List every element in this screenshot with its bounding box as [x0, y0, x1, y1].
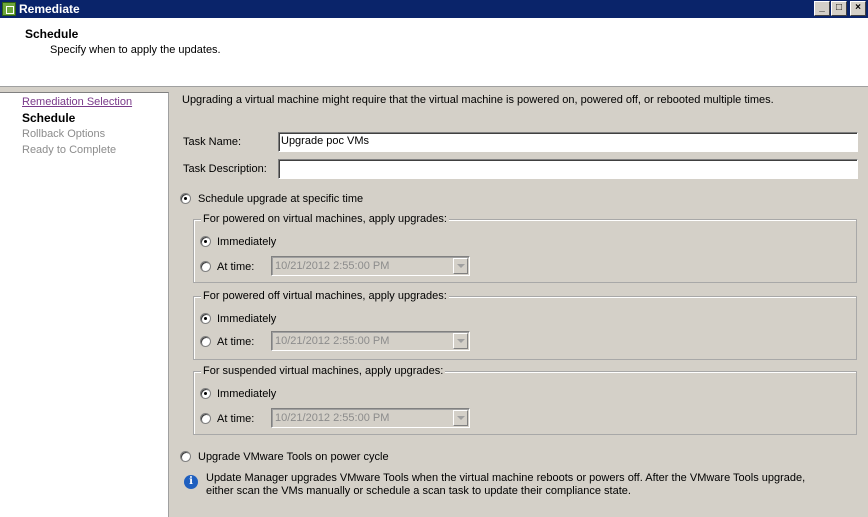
- minimize-button[interactable]: _: [814, 1, 830, 16]
- wizard-steps-nav: [0, 92, 169, 517]
- chevron-down-icon[interactable]: [453, 410, 468, 426]
- powered-on-time-picker[interactable]: [271, 256, 470, 276]
- powered-off-at-time-label: At time:: [217, 336, 255, 348]
- task-name-input[interactable]: Upgrade poc VMs: [278, 132, 858, 152]
- chevron-down-icon[interactable]: [453, 333, 468, 349]
- vsphere-app-icon: [2, 2, 16, 16]
- powered-on-at-time-label: At time:: [217, 261, 255, 273]
- suspended-at-time-radio[interactable]: [200, 413, 211, 424]
- suspended-time-picker[interactable]: [271, 408, 470, 428]
- task-description-input[interactable]: [278, 159, 858, 179]
- powered-on-group-label: For powered on virtual machines, apply upgrades:: [203, 213, 447, 225]
- powered-on-at-time-radio[interactable]: [200, 261, 211, 272]
- page-title: Schedule: [25, 27, 79, 41]
- powered-on-immediately-label: Immediately: [217, 236, 277, 248]
- powered-on-time-value: 10/21/2012 2:55:00 PM: [275, 260, 390, 272]
- chevron-down-icon[interactable]: [453, 258, 468, 274]
- suspended-immediately-radio[interactable]: [200, 388, 211, 399]
- suspended-at-time-label: At time:: [217, 413, 255, 425]
- maximize-button[interactable]: □: [831, 1, 847, 16]
- schedule-panel: [170, 88, 868, 517]
- nav-step-remediation-selection[interactable]: Remediation Selection: [22, 96, 133, 108]
- nav-step-ready-to-complete: Ready to Complete: [22, 144, 117, 156]
- tools-info-line-1: Update Manager upgrades VMware Tools when the virtual machine reboots or powers off. After the VMware Tools upgrade,: [206, 472, 806, 484]
- nav-step-rollback-options: Rollback Options: [22, 128, 106, 140]
- upgrade-tools-power-cycle-label: Upgrade VMware Tools on power cycle: [198, 451, 389, 463]
- title-bar: [0, 0, 868, 18]
- suspended-group-label: For suspended virtual machines, apply upgrades:: [203, 365, 444, 377]
- tools-info-line-2: either scan the VMs manually or schedule a scan task to update their compliance state.: [206, 485, 631, 497]
- close-button[interactable]: ×: [850, 1, 866, 16]
- nav-step-schedule: Schedule: [22, 111, 76, 125]
- suspended-immediately-label: Immediately: [217, 388, 277, 400]
- upgrade-tools-power-cycle-radio[interactable]: [180, 451, 191, 462]
- window-title: Remediate: [19, 2, 80, 16]
- schedule-specific-time-radio[interactable]: [180, 193, 191, 204]
- task-name-label: Task Name:: [183, 136, 242, 148]
- powered-off-group-label: For powered off virtual machines, apply upgrades:: [203, 290, 447, 302]
- info-icon: i: [184, 475, 198, 489]
- schedule-specific-time-label: Schedule upgrade at specific time: [198, 193, 364, 205]
- window-controls: [814, 1, 866, 16]
- powered-off-immediately-radio[interactable]: [200, 313, 211, 324]
- task-description-label: Task Description:: [183, 163, 267, 175]
- powered-off-time-picker[interactable]: [271, 331, 470, 351]
- wizard-header: [0, 18, 868, 87]
- intro-text: Upgrading a virtual machine might require that the virtual machine is powered on, powered off, or rebooted multiple times.: [182, 94, 774, 106]
- suspended-time-value: 10/21/2012 2:55:00 PM: [275, 412, 390, 424]
- powered-off-time-value: 10/21/2012 2:55:00 PM: [275, 335, 390, 347]
- powered-off-immediately-label: Immediately: [217, 313, 277, 325]
- powered-on-immediately-radio[interactable]: [200, 236, 211, 247]
- page-subtitle: Specify when to apply the updates.: [50, 44, 221, 56]
- powered-off-at-time-radio[interactable]: [200, 336, 211, 347]
